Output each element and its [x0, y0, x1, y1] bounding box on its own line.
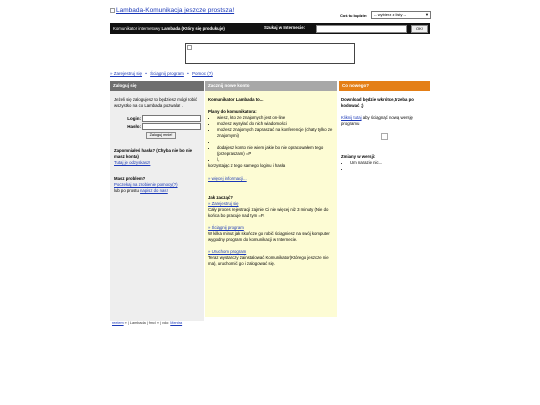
logo-link[interactable] [110, 7, 235, 23]
footer [112, 321, 182, 325]
changes-list [341, 160, 428, 172]
list-item [350, 166, 428, 172]
password-input[interactable] [142, 123, 201, 130]
click-here-link[interactable]: Kliknij tutaj [341, 115, 362, 120]
password-label: Hasło: [127, 123, 141, 129]
how-to-start-title: Jak zacząć? [208, 195, 233, 200]
topbar-intro: Komunikator internetowy [113, 26, 161, 31]
login-button[interactable]: Zaloguj mnie! [146, 132, 176, 139]
nav-bar [110, 71, 213, 76]
top-bar [110, 23, 430, 34]
download-note: Download będzie wkrótce,trzeba po kodować ;) [341, 97, 414, 108]
click-here-text: aby ściągnąć nową wersję programu [341, 115, 413, 126]
broken-image-icon [381, 133, 388, 140]
footer-link-2[interactable]: Mentra [170, 321, 183, 325]
more-info-link[interactable]: » więcej informacji... [208, 176, 247, 181]
banner-image [185, 43, 355, 64]
broken-image-icon [187, 45, 192, 50]
login-column-title: Zaloguj się [110, 81, 204, 91]
signup-column [205, 91, 337, 317]
language-select[interactable] [371, 11, 431, 19]
middle-heading: Komunikator Lambada to... [208, 97, 264, 102]
broken-image-icon [110, 8, 115, 13]
list-item: • możesz znajomych zapraszać na konferencje (chaty tylko ze znajomymi) [217, 127, 334, 139]
forgot-title: Zapomniałeś hasła? (Chyba nie bo nie masz konta) [114, 148, 193, 159]
login-column [110, 91, 204, 321]
nav-register-link[interactable]: » Zarejestruj się [110, 71, 143, 76]
password-row [114, 123, 201, 130]
nav-separator: • [145, 71, 147, 76]
nav-download-link[interactable]: Ściągnij program [150, 71, 184, 76]
list-item: • dodajesz konto nie wiem jakie bo nie opracowałem tego (przepraszam) =P [217, 145, 334, 157]
list-item: • możesz wysyłać do nich wiadomości [217, 121, 334, 127]
search-label: Szukaj w Internecie: [264, 25, 306, 30]
plans-closing: korzystając z tego samego loginu i hasła [208, 163, 286, 168]
nav-separator: • [187, 71, 189, 76]
step-run-text: Teraz wystarczy zainstalować Komunikator(Którego jeszcze nie ma), uruchomić go i zalogować się. [208, 255, 329, 266]
problem-title: Masz problem? [114, 176, 146, 181]
signup-column-title: Zacznij nowe konto [205, 81, 337, 91]
step-download-text: W kilka minut jak skończe go robić ściągniesz na swój komputer wygodny program do komunikacji w Internecie. [208, 231, 330, 242]
login-row [114, 115, 201, 122]
login-label: Login: [127, 115, 141, 121]
search-button[interactable]: OK! [411, 25, 428, 33]
topbar-brand: Lambada (Który się produkuje) [161, 26, 225, 31]
plans-list [208, 115, 334, 163]
footer-link-1[interactable]: reeiem [112, 321, 124, 325]
changes-title: Zmiany w wersji: [341, 154, 376, 159]
login-intro: Jeżeli się zalogujesz to będziesz mógł robić wszystko na co Lambada pozwala! . [114, 97, 198, 108]
plans-title: Plany do komunikatora: [208, 109, 257, 114]
search-input[interactable] [316, 25, 407, 33]
forgot-link[interactable]: Tutaj je odzyskasz! [114, 160, 151, 165]
language-label: Coś tu będzie: [340, 13, 368, 18]
news-column-title: Co nowego? [339, 81, 430, 91]
step-register-link[interactable]: » Zarejestruj się [208, 201, 239, 206]
problem-or-text: lub po prostu [114, 188, 139, 193]
login-input[interactable] [142, 115, 201, 122]
nav-help-link[interactable]: Pomoc (?) [192, 71, 213, 76]
logo-alt-text: Lambada-Komunikacja jeszcze prostsza! [116, 7, 235, 14]
list-item: • wiesz, kto ze znajomych jest on-line [217, 115, 334, 121]
help-wait-link[interactable]: Poczekaj na zrobienie pomocy(?) [114, 182, 178, 187]
language-select-value: -- wybierz z listy -- [374, 12, 407, 17]
step-download-link[interactable]: » Ściągnij program [208, 225, 244, 230]
list-item: • \, [217, 157, 334, 163]
step-run-link[interactable]: » Uruchom program [208, 249, 247, 254]
chevron-down-icon: ▼ [425, 12, 429, 17]
list-item: • Um narazie nic... [350, 160, 428, 166]
contact-link[interactable]: napisz do nas! [140, 188, 168, 193]
news-column [339, 91, 430, 321]
step-register-text: Cały proces rejestracji zajmie Ci nie więcej niż 3 minuty (Nie do końca bo pracuje nad tym =P. [208, 207, 329, 218]
footer-text: » | Lambada | fmcl » | vdo: [124, 321, 170, 325]
